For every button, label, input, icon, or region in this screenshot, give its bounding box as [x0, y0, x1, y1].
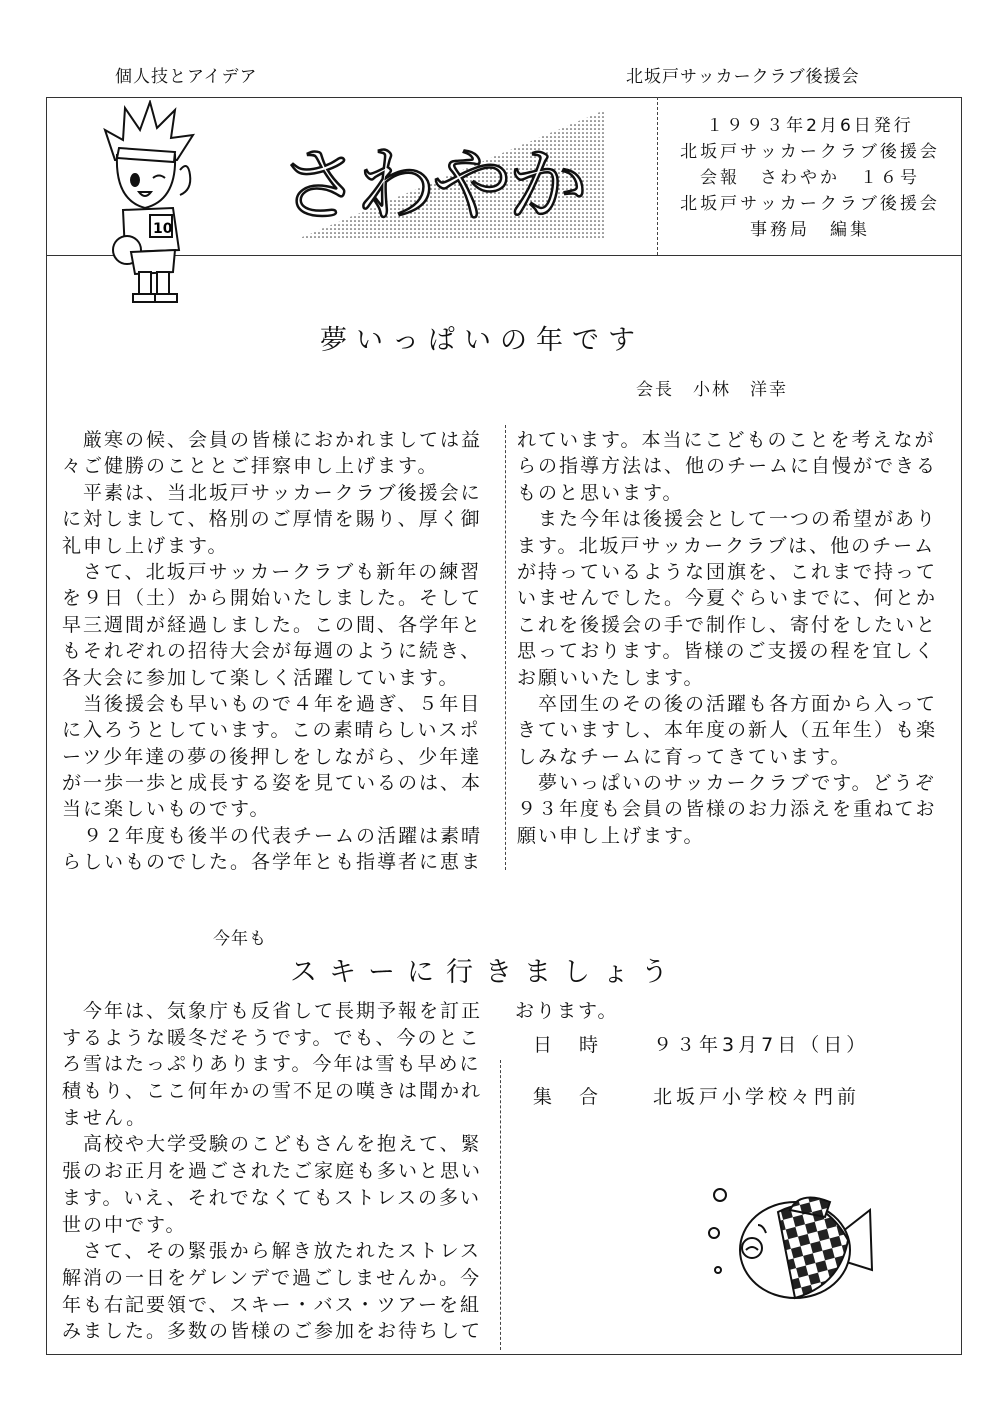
- article1-left-column: [62, 427, 492, 876]
- text-line: ません。: [62, 1106, 148, 1129]
- soccer-boy-mascot-icon: [95, 100, 205, 305]
- text-line: らしいものでした。各学年とも指導者に恵ま: [62, 851, 483, 874]
- text-line: 高校や大学受験のこどもさんを抱えて、緊: [62, 1133, 482, 1156]
- issue-number: 会報 さわやか １６号: [700, 168, 920, 188]
- text-line: 各大会に参加して楽しく活躍しています。: [62, 666, 460, 689]
- text-line: お願いいたします。: [517, 666, 705, 689]
- text-line: 礼申し上げます。: [62, 534, 229, 557]
- svg-text:さわやか: さわやか: [280, 139, 584, 232]
- detail-label: 日 時: [533, 1034, 603, 1056]
- text-line: らの指導方法は、他のチームに自慢ができる: [517, 455, 938, 478]
- text-line: しみなチームに育ってきています。: [517, 745, 852, 768]
- text-line: に入ろうとしています。この素晴らしいスポ: [62, 719, 481, 742]
- text-line: ものと思います。: [517, 481, 684, 504]
- text-line: ９２年度も後半の代表チームの活躍は素晴: [62, 824, 483, 847]
- text-line: ろ雪はたっぷりあります。今年は雪も早めに: [62, 1053, 481, 1076]
- jersey-number: 10: [153, 221, 173, 237]
- publisher: 北坂戸サッカークラブ後援会: [680, 142, 940, 162]
- text-line: が持っているような団旗を、これまで持って: [517, 560, 938, 583]
- article2-right-column: [515, 998, 945, 1025]
- article1-column-divider: [505, 425, 506, 870]
- text-line: に対しまして、格別のご厚情を賜り、厚く御: [62, 508, 482, 531]
- text-line: もそれぞれの招待大会が毎週のように続き、: [62, 640, 482, 663]
- text-line: 厳寒の候、会員の皆様におかれましては益: [62, 429, 483, 451]
- text-line: ９３年度も会員の皆様のお力添えを重ねてお: [517, 798, 937, 821]
- detail-label: 集 合: [533, 1086, 603, 1108]
- text-line: きていますし、本年度の新人（五年生）も楽: [517, 719, 938, 742]
- text-line: いませんでした。今夏ぐらいまでに、何とか: [517, 587, 938, 610]
- sawayaka-logo: [270, 108, 640, 243]
- editor-office: 事務局 編集: [750, 220, 870, 240]
- article2-right-line: おります。: [515, 1000, 619, 1022]
- article1-title: 夢いっぱいの年です: [320, 325, 644, 356]
- fish-illustration-icon: [700, 1180, 880, 1315]
- text-line: 願い申し上げます。: [517, 824, 705, 847]
- text-line: 解消の一日をゲレンデで過ごしませんか。今: [62, 1266, 482, 1289]
- editor-org: 北坂戸サッカークラブ後援会: [680, 194, 940, 214]
- article2-kicker: 今年も: [213, 929, 267, 949]
- detail-row-meeting-place: [533, 1082, 860, 1109]
- article2-column-divider: [500, 1060, 501, 1350]
- text-line: が一歩一歩と成長する姿を見ているのは、本: [62, 772, 483, 795]
- text-line: れています。本当にこどものことを考えなが: [517, 429, 936, 451]
- text-line: ます。いえ、それでなくてもストレスの多い: [62, 1186, 482, 1209]
- text-line: 張のお正月を過ごされたご家庭も多いと思い: [62, 1160, 483, 1183]
- issue-date: １９９３年2月6日発行: [706, 116, 914, 136]
- header-left-text: 個人技とアイデア: [115, 67, 258, 87]
- text-line: また今年は後援会として一つの希望があり: [517, 508, 938, 531]
- text-line: 当後援会も早いもので４年を過ぎ、５年目: [62, 692, 482, 715]
- text-line: これを後援会の手で制作し、寄付をしたいと: [517, 613, 938, 636]
- text-line: 積もり、ここ何年かの雪不足の嘆きは聞かれ: [62, 1080, 483, 1103]
- text-line: するような暖冬だそうです。でも、今のとこ: [62, 1026, 481, 1049]
- text-line: 年も右記要領で、スキー・バス・ツアーを組: [62, 1293, 482, 1316]
- article2-title: スキーに行きましょう: [290, 957, 680, 988]
- text-line: みました。多数の皆様のご参加をお待ちして: [62, 1320, 483, 1343]
- article1-right-column: [517, 427, 947, 849]
- header-right-text: 北坂戸サッカークラブ後援会: [626, 67, 860, 87]
- text-line: 今年は、気象庁も反省して長期予報を訂正: [62, 1000, 483, 1022]
- text-line: 卒団生のその後の活躍も各方面から入って: [517, 692, 938, 715]
- text-line: を９日（土）から開始いたしました。そして: [62, 587, 483, 610]
- masthead-info: [660, 113, 960, 243]
- text-line: 々ご健勝のこととご拝察申し上げます。: [62, 455, 439, 478]
- text-line: さて、その緊張から解き放たれたストレス: [62, 1240, 482, 1263]
- text-line: 当に楽しいものです。: [62, 798, 271, 821]
- detail-row-datetime: [533, 1030, 869, 1057]
- text-line: ます。北坂戸サッカークラブは、他のチーム: [517, 534, 936, 557]
- text-line: 早三週間が経過しました。この間、各学年と: [62, 613, 483, 636]
- text-line: さて、北坂戸サッカークラブも新年の練習: [62, 560, 482, 583]
- text-line: 思っております。皆様のご支援の程を宜しく: [517, 640, 936, 663]
- masthead-vertical-divider: [657, 97, 658, 255]
- detail-value: ９３年3月7日（日）: [653, 1034, 870, 1056]
- article2-left-column: [62, 998, 492, 1345]
- article1-author: 会長 小林 洋幸: [636, 380, 788, 400]
- text-line: 平素は、当北坂戸サッカークラブ後援会に: [62, 481, 482, 504]
- text-line: 夢いっぱいのサッカークラブです。どうぞ: [517, 772, 936, 795]
- detail-value: 北坂戸小学校々門前: [653, 1086, 861, 1108]
- text-line: 世の中です。: [62, 1213, 187, 1236]
- text-line: ーツ少年達の夢の後押しをしながら、少年達: [62, 745, 482, 768]
